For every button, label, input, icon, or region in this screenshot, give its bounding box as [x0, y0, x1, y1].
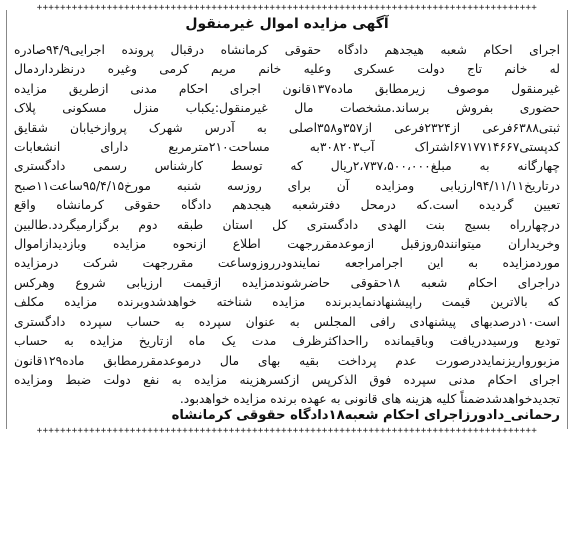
notice-body-line: حضوری بفروش برساند.مشخصات مال غیرمنقول:یکباب منزل مسکونی پلاک	[14, 101, 560, 116]
notice-body-line: کدپستی۶۷۱۷۷۱۴۶۶۷اشتراک آب۳۰۸۲۰۳به مساحت۲۱۰مترمربع دارای انشعابات	[14, 140, 560, 155]
notice-body-line: مزبورواریزنمایددرصورت عدم پرداخت بقیه بهای مال درموعدمقررمطابق ماده۱۲۹قانون	[14, 353, 560, 368]
notice-body-line: موردمزایده به این اجرامراجعه نمایندودرروزوساعت مقررجهت شرکت درمزایده	[14, 256, 560, 271]
notice-body-line: درچهارراه بسیج بنت الهدی دادگستری کل استان طبقه دوم برگزارمیگردد.طالبین	[14, 217, 560, 232]
auction-notice	[6, 4, 568, 436]
notice-body-line: وخریداران میتوانند۵روزقبل ازموعدمقررجهت اطلاع ازنحوه مزایده وبازدیدازاموال	[14, 237, 560, 252]
notice-body-line: تعیین گردیده است.که درمحل دفترشعبه هیجدهم دادگاه حقوقی کرمانشاه واقع	[14, 198, 560, 213]
bottom-plus-border: ++++++++++++++++++++++++++++++++++++++++++++++++++++++++++++++++++++++++++++++++++++++	[36, 427, 538, 436]
notice-body-line: له خانم تاج دولت عسکری وعلیه خانم مریم کرمی وغیره درنظرداردمال	[14, 62, 560, 77]
notice-body-line: اجرای احکام مدنی سپرده فوق الذکرپس ازکسرهزینه مزایده به نفع دولت ضبط ومزایده	[14, 372, 560, 387]
notice-signature: رحمانی_دادورزاجرای احکام شعبه۱۸دادگاه حقوقی کرمانشاه	[171, 408, 560, 423]
notice-body-line: تودیع ورسیددریافت وباقیمانده رااحداکثرظرف مدت یک ماه ازتاریخ مزایده به حساب	[14, 334, 560, 349]
notice-body-line: درتاریخ۹۴/۱۱/۱۱ارزیابی ومزایده آن برای روزسه شنبه مورخ۹۵/۴/۱۵ساعت۱۱صبح	[14, 178, 560, 193]
notice-body-line: اجرای احکام شعبه هیجدهم دادگاه حقوقی کرمانشاه درقبال پرونده اجرایی۹۴/۹صادره	[14, 43, 560, 57]
notice-body-line: تجدیدخواهدشدضمناً کلیه هزینه های قانونی به عهده برنده مزایده خواهدبود.	[179, 392, 560, 407]
notice-body-line: چهارگانه به مبلغ۲،۷۳۷،۵۰۰،۰۰۰ریال که توسط کارشناس رسمی دادگستری	[14, 159, 560, 174]
notice-body-line: غیرمنقول موصوف زیرمطابق ماده۱۳۷قانون اجرای احکام مدنی ازطریق مزایده	[14, 81, 560, 96]
notice-body-line: که بالاترین قیمت راپیشنهادنمایدبرنده مزایده شناخته خواهدشدوبرنده مزایده مکلف	[14, 295, 560, 310]
notice-title: آگهی مزایده اموال غیرمنقول	[185, 16, 389, 32]
notice-body	[14, 41, 560, 410]
top-plus-border: ++++++++++++++++++++++++++++++++++++++++++++++++++++++++++++++++++++++++++++++++++++++	[36, 4, 538, 13]
notice-body-line: ثبتی۶۳۸۸فرعی از۲۳۲۴فرعی از۳۵۷و۳۵۸اصلی به آدرس شهرک پروازخیابان شقایق	[14, 120, 560, 135]
notice-body-line: دراجرای احکام شعبه ۱۸حقوقی حاضرشوندمزایده ازقیمت ارزیابی شروع وهرکس	[14, 275, 560, 290]
notice-body-line: است۱۰درصدبهای پیشنهادی رافی المجلس به عنوان سپرده به حساب سپرده دادگستری	[14, 314, 560, 329]
